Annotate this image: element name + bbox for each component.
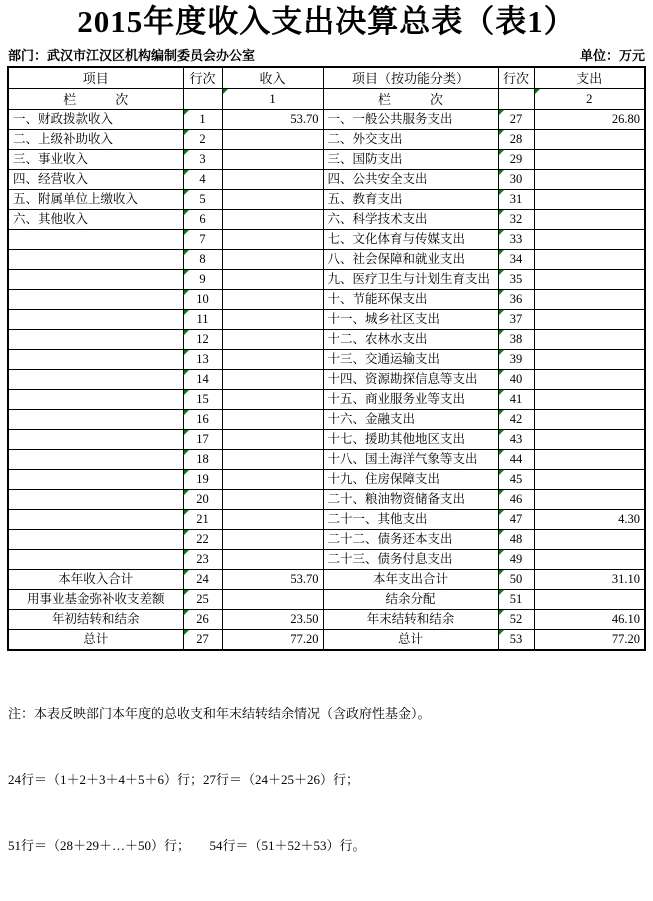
expense-rowno-cell: 31 bbox=[498, 189, 534, 209]
expense-item-cell: 二十一、其他支出 bbox=[323, 509, 498, 529]
expense-rowno-cell: 40 bbox=[498, 369, 534, 389]
expense-item-cell: 十六、金融支出 bbox=[323, 409, 498, 429]
table-row bbox=[8, 129, 645, 149]
expense-rowno-cell: 50 bbox=[498, 569, 534, 589]
income-value-cell bbox=[222, 249, 323, 269]
expense-value-cell: 4.30 bbox=[534, 509, 645, 529]
expense-value-cell bbox=[534, 149, 645, 169]
income-item-cell: 六、其他收入 bbox=[8, 209, 183, 229]
income-rowno-cell: 3 bbox=[183, 149, 222, 169]
income-item-cell bbox=[8, 529, 183, 549]
income-value-cell bbox=[222, 209, 323, 229]
expense-item-cell: 二十二、债务还本支出 bbox=[323, 529, 498, 549]
expense-item-cell: 四、公共安全支出 bbox=[323, 169, 498, 189]
expense-value-cell bbox=[534, 429, 645, 449]
income-value-cell bbox=[222, 329, 323, 349]
expense-item-cell: 九、医疗卫生与计划生育支出 bbox=[323, 269, 498, 289]
income-item-cell bbox=[8, 549, 183, 569]
expense-value-cell bbox=[534, 469, 645, 489]
expense-value-cell bbox=[534, 369, 645, 389]
expense-value-cell: 77.20 bbox=[534, 629, 645, 650]
expense-item-cell: 十、节能环保支出 bbox=[323, 289, 498, 309]
expense-value-cell bbox=[534, 249, 645, 269]
income-item-cell: 年初结转和结余 bbox=[8, 609, 183, 629]
table-row bbox=[8, 369, 645, 389]
expense-item-cell: 二十、粮油物资储备支出 bbox=[323, 489, 498, 509]
income-item-cell: 总计 bbox=[8, 629, 183, 650]
expense-rowno-cell: 48 bbox=[498, 529, 534, 549]
footnotes bbox=[0, 651, 653, 901]
note-line: 注：本表反映部门本年度的总收支和年末结转结余情况（含政府性基金）。 bbox=[8, 705, 431, 721]
income-rowno-cell: 23 bbox=[183, 549, 222, 569]
expense-rowno-cell: 53 bbox=[498, 629, 534, 650]
department-label: 部门：武汉市江汉区机构编制委员会办公室 bbox=[8, 48, 256, 63]
table-row bbox=[8, 589, 645, 609]
expense-rowno-cell: 51 bbox=[498, 589, 534, 609]
table-row bbox=[8, 329, 645, 349]
expense-item-cell: 六、科学技术支出 bbox=[323, 209, 498, 229]
expense-item-cell: 十四、资源勘探信息等支出 bbox=[323, 369, 498, 389]
expense-rowno-cell: 52 bbox=[498, 609, 534, 629]
expense-rowno-cell: 49 bbox=[498, 549, 534, 569]
income-item-cell: 一、财政拨款收入 bbox=[8, 109, 183, 129]
expense-value-cell bbox=[534, 189, 645, 209]
income-rowno-cell: 9 bbox=[183, 269, 222, 289]
expense-rowno-cell: 35 bbox=[498, 269, 534, 289]
expense-value-cell bbox=[534, 589, 645, 609]
expense-item-cell: 本年支出合计 bbox=[323, 569, 498, 589]
expense-value-cell: 26.80 bbox=[534, 109, 645, 129]
income-rowno-cell: 1 bbox=[183, 109, 222, 129]
expense-item-cell: 结余分配 bbox=[323, 589, 498, 609]
expense-value-cell bbox=[534, 309, 645, 329]
income-value-cell bbox=[222, 149, 323, 169]
expense-rowno-cell: 43 bbox=[498, 429, 534, 449]
table-row bbox=[8, 109, 645, 129]
expense-item-cell: 总计 bbox=[323, 629, 498, 650]
income-item-cell: 用事业基金弥补收支差额 bbox=[8, 589, 183, 609]
income-value-cell bbox=[222, 449, 323, 469]
income-item-cell: 四、经营收入 bbox=[8, 169, 183, 189]
income-value-cell bbox=[222, 269, 323, 289]
income-rowno-cell: 16 bbox=[183, 409, 222, 429]
expense-value-cell bbox=[534, 349, 645, 369]
expense-rowno-cell: 27 bbox=[498, 109, 534, 129]
income-value-cell bbox=[222, 229, 323, 249]
expense-value-cell bbox=[534, 329, 645, 349]
income-value-cell bbox=[222, 509, 323, 529]
expense-item-cell: 七、文化体育与传媒支出 bbox=[323, 229, 498, 249]
income-rowno-cell: 2 bbox=[183, 129, 222, 149]
income-value-cell bbox=[222, 529, 323, 549]
expense-item-cell: 十九、住房保障支出 bbox=[323, 469, 498, 489]
income-column-index: 1 bbox=[222, 88, 323, 109]
expense-rowno-cell: 42 bbox=[498, 409, 534, 429]
expense-rowno-cell: 34 bbox=[498, 249, 534, 269]
income-item-cell bbox=[8, 509, 183, 529]
expense-item-cell: 十三、交通运输支出 bbox=[323, 349, 498, 369]
table-row bbox=[8, 389, 645, 409]
expense-value-cell bbox=[534, 169, 645, 189]
table-row bbox=[8, 569, 645, 589]
expense-rowno-cell: 36 bbox=[498, 289, 534, 309]
income-item-cell bbox=[8, 489, 183, 509]
col-header-income: 收入 bbox=[222, 67, 323, 88]
table-row bbox=[8, 169, 645, 189]
income-rowno-cell: 4 bbox=[183, 169, 222, 189]
col-header-item-by-function: 项目（按功能分类） bbox=[323, 67, 498, 88]
expense-rowno-cell: 47 bbox=[498, 509, 534, 529]
expense-rowno-cell: 37 bbox=[498, 309, 534, 329]
income-item-cell bbox=[8, 409, 183, 429]
column-index-row bbox=[8, 88, 645, 109]
income-value-cell bbox=[222, 369, 323, 389]
table-row bbox=[8, 549, 645, 569]
expense-value-cell bbox=[534, 489, 645, 509]
expense-item-cell: 二十三、债务付息支出 bbox=[323, 549, 498, 569]
income-rowno-cell: 12 bbox=[183, 329, 222, 349]
income-item-cell bbox=[8, 369, 183, 389]
income-rowno-cell: 26 bbox=[183, 609, 222, 629]
table-row bbox=[8, 629, 645, 650]
expense-item-cell: 十七、援助其他地区支出 bbox=[323, 429, 498, 449]
income-value-cell: 53.70 bbox=[222, 109, 323, 129]
table-row bbox=[8, 469, 645, 489]
income-rowno-cell: 7 bbox=[183, 229, 222, 249]
table-row bbox=[8, 149, 645, 169]
blank-cell bbox=[498, 88, 534, 109]
income-rowno-cell: 20 bbox=[183, 489, 222, 509]
income-rowno-cell: 13 bbox=[183, 349, 222, 369]
unit-label: 单位：万元 bbox=[579, 48, 645, 63]
expense-value-cell bbox=[534, 389, 645, 409]
expense-value-cell bbox=[534, 549, 645, 569]
expense-item-cell: 十八、国土海洋气象等支出 bbox=[323, 449, 498, 469]
income-value-cell: 53.70 bbox=[222, 569, 323, 589]
expense-item-cell: 三、国防支出 bbox=[323, 149, 498, 169]
income-value-cell bbox=[222, 289, 323, 309]
column-label-expense: 栏 次 bbox=[323, 88, 498, 109]
income-item-cell bbox=[8, 469, 183, 489]
expense-item-cell: 五、教育支出 bbox=[323, 189, 498, 209]
expense-item-cell: 十一、城乡社区支出 bbox=[323, 309, 498, 329]
income-item-cell bbox=[8, 309, 183, 329]
income-rowno-cell: 18 bbox=[183, 449, 222, 469]
expense-rowno-cell: 45 bbox=[498, 469, 534, 489]
expense-value-cell: 31.10 bbox=[534, 569, 645, 589]
income-item-cell bbox=[8, 289, 183, 309]
income-rowno-cell: 21 bbox=[183, 509, 222, 529]
income-rowno-cell: 27 bbox=[183, 629, 222, 650]
income-rowno-cell: 8 bbox=[183, 249, 222, 269]
income-rowno-cell: 19 bbox=[183, 469, 222, 489]
expense-value-cell bbox=[534, 129, 645, 149]
column-label-income: 栏 次 bbox=[8, 88, 183, 109]
income-item-cell bbox=[8, 449, 183, 469]
expense-rowno-cell: 41 bbox=[498, 389, 534, 409]
table-row bbox=[8, 309, 645, 329]
income-item-cell bbox=[8, 349, 183, 369]
income-rowno-cell: 10 bbox=[183, 289, 222, 309]
income-value-cell bbox=[222, 489, 323, 509]
expense-rowno-cell: 39 bbox=[498, 349, 534, 369]
table-row bbox=[8, 269, 645, 289]
expense-value-cell bbox=[534, 289, 645, 309]
table-row bbox=[8, 349, 645, 369]
col-header-rowno-expense: 行次 bbox=[498, 67, 534, 88]
income-item-cell bbox=[8, 269, 183, 289]
table-row bbox=[8, 229, 645, 249]
meta-row bbox=[0, 45, 653, 64]
expense-rowno-cell: 33 bbox=[498, 229, 534, 249]
expense-item-cell: 十二、农林水支出 bbox=[323, 329, 498, 349]
table-row bbox=[8, 449, 645, 469]
income-rowno-cell: 25 bbox=[183, 589, 222, 609]
page-title: 2015年度收入支出决算总表（表1） bbox=[77, 4, 576, 39]
income-rowno-cell: 14 bbox=[183, 369, 222, 389]
note-formula-income: 24行＝（1＋2＋3＋4＋5＋6）行；27行＝（24＋25＋26）行； bbox=[8, 771, 360, 787]
income-rowno-cell: 24 bbox=[183, 569, 222, 589]
income-item-cell bbox=[8, 429, 183, 449]
table-row bbox=[8, 509, 645, 529]
table-row bbox=[8, 489, 645, 509]
table-row bbox=[8, 189, 645, 209]
expense-value-cell bbox=[534, 449, 645, 469]
income-rowno-cell: 6 bbox=[183, 209, 222, 229]
expense-rowno-cell: 38 bbox=[498, 329, 534, 349]
expense-value-cell bbox=[534, 409, 645, 429]
income-rowno-cell: 5 bbox=[183, 189, 222, 209]
income-value-cell bbox=[222, 129, 323, 149]
income-rowno-cell: 15 bbox=[183, 389, 222, 409]
table-row bbox=[8, 409, 645, 429]
expense-value-cell: 46.10 bbox=[534, 609, 645, 629]
income-rowno-cell: 11 bbox=[183, 309, 222, 329]
final-accounts-table bbox=[7, 66, 646, 651]
income-value-cell bbox=[222, 409, 323, 429]
expense-rowno-cell: 29 bbox=[498, 149, 534, 169]
table-row bbox=[8, 209, 645, 229]
income-value-cell bbox=[222, 429, 323, 449]
column-header-row bbox=[8, 67, 645, 88]
col-header-item: 项目 bbox=[8, 67, 183, 88]
income-item-cell bbox=[8, 389, 183, 409]
expense-item-cell: 年末结转和结余 bbox=[323, 609, 498, 629]
note-formula-expense: 51行＝（28＋29＋…＋50）行； 54行＝（51＋52＋53）行。 bbox=[8, 837, 366, 853]
expense-column-index: 2 bbox=[534, 88, 645, 109]
table-row bbox=[8, 609, 645, 629]
expense-value-cell bbox=[534, 229, 645, 249]
expense-item-cell: 一、一般公共服务支出 bbox=[323, 109, 498, 129]
income-value-cell bbox=[222, 349, 323, 369]
income-rowno-cell: 22 bbox=[183, 529, 222, 549]
table-row bbox=[8, 529, 645, 549]
table-row bbox=[8, 429, 645, 449]
expense-item-cell: 八、社会保障和就业支出 bbox=[323, 249, 498, 269]
income-item-cell bbox=[8, 249, 183, 269]
income-value-cell: 23.50 bbox=[222, 609, 323, 629]
expense-item-cell: 二、外交支出 bbox=[323, 129, 498, 149]
income-value-cell bbox=[222, 189, 323, 209]
income-item-cell bbox=[8, 329, 183, 349]
income-item-cell: 二、上级补助收入 bbox=[8, 129, 183, 149]
table-row bbox=[8, 249, 645, 269]
income-item-cell: 三、事业收入 bbox=[8, 149, 183, 169]
expense-value-cell bbox=[534, 269, 645, 289]
expense-item-cell: 十五、商业服务业等支出 bbox=[323, 389, 498, 409]
income-value-cell bbox=[222, 309, 323, 329]
income-value-cell bbox=[222, 469, 323, 489]
expense-value-cell bbox=[534, 529, 645, 549]
expense-rowno-cell: 44 bbox=[498, 449, 534, 469]
expense-rowno-cell: 30 bbox=[498, 169, 534, 189]
income-value-cell bbox=[222, 389, 323, 409]
income-item-cell bbox=[8, 229, 183, 249]
blank-cell bbox=[183, 88, 222, 109]
col-header-expense: 支出 bbox=[534, 67, 645, 88]
income-value-cell bbox=[222, 589, 323, 609]
table-body bbox=[8, 109, 645, 650]
income-item-cell: 本年收入合计 bbox=[8, 569, 183, 589]
expense-rowno-cell: 46 bbox=[498, 489, 534, 509]
income-value-cell: 77.20 bbox=[222, 629, 323, 650]
table-row bbox=[8, 289, 645, 309]
income-item-cell: 五、附属单位上缴收入 bbox=[8, 189, 183, 209]
col-header-rowno-income: 行次 bbox=[183, 67, 222, 88]
expense-rowno-cell: 32 bbox=[498, 209, 534, 229]
income-rowno-cell: 17 bbox=[183, 429, 222, 449]
expense-value-cell bbox=[534, 209, 645, 229]
income-value-cell bbox=[222, 169, 323, 189]
expense-rowno-cell: 28 bbox=[498, 129, 534, 149]
income-value-cell bbox=[222, 549, 323, 569]
